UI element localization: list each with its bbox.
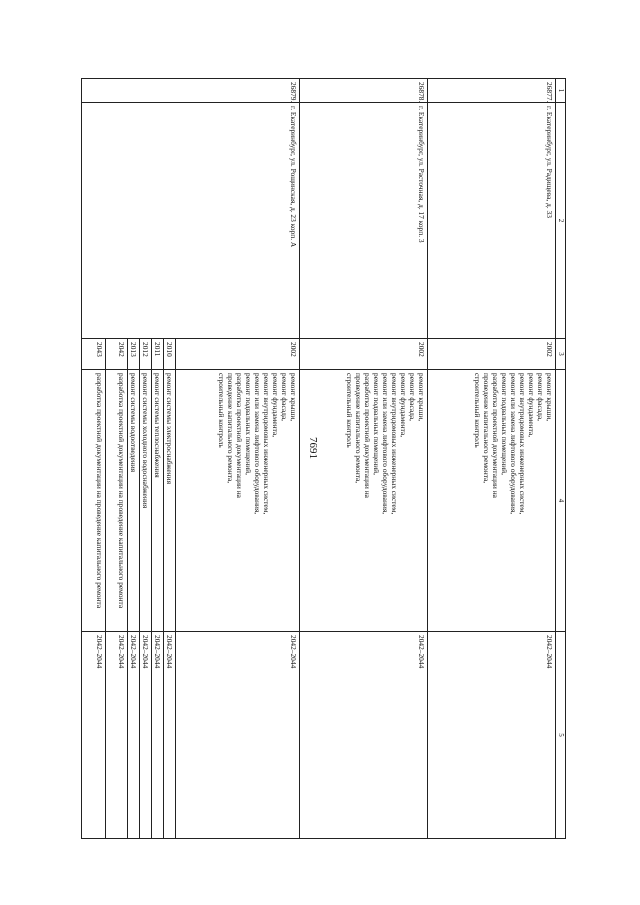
table-row bbox=[428, 79, 556, 839]
work-line: ремонт внутридомовых инженерных систем, bbox=[389, 373, 399, 515]
table-row bbox=[176, 79, 300, 839]
work-line: ремонт внутридомовых инженерных систем, bbox=[517, 373, 527, 515]
row-number: 26878. bbox=[300, 79, 428, 103]
column-number: 5 bbox=[556, 632, 566, 839]
column-number: 3 bbox=[556, 339, 566, 370]
sub-year: 2013 bbox=[127, 339, 139, 370]
sub-period: 2042–2044 bbox=[105, 632, 127, 839]
work-line: строительный контроль bbox=[472, 373, 482, 448]
work-line: ремонт фундамента, bbox=[526, 373, 536, 438]
works-cell bbox=[428, 370, 556, 632]
work-line: проведение капитального ремонта, bbox=[481, 373, 491, 484]
document-sheet bbox=[86, 78, 566, 838]
work-line: строительный контроль bbox=[344, 373, 354, 448]
work-line: проведение капитального ремонта, bbox=[353, 373, 363, 484]
year-cell: 2002 bbox=[176, 339, 300, 370]
work-line: разработка проектной документации на bbox=[234, 373, 244, 498]
sub-year: 2011 bbox=[151, 339, 163, 370]
work-line: ремонт подвальных помещений, bbox=[499, 373, 509, 475]
sub-period: 2042–2044 bbox=[163, 632, 175, 839]
column-number: 1 bbox=[556, 79, 566, 103]
work-line: ремонт крыши, bbox=[545, 373, 554, 422]
address-cell: г. Екатеринбург, ул. Расточная, д. 17 корп. 3 bbox=[300, 103, 428, 339]
work-line: ремонт подвальных помещений, bbox=[243, 373, 253, 475]
work-line: ремонт крыши, bbox=[289, 373, 298, 422]
repair-register-table bbox=[81, 78, 566, 839]
year-cell: 2002 bbox=[428, 339, 556, 370]
sub-work: разработка проектной документации на проведение капитального ремонта bbox=[81, 370, 105, 632]
sub-period: 2042–2044 bbox=[81, 632, 105, 839]
sub-period: 2042–2044 bbox=[139, 632, 151, 839]
work-line: разработка проектной документации на bbox=[490, 373, 500, 498]
work-line: ремонт или замена лифтового оборудования, bbox=[252, 373, 262, 515]
column-number: 4 bbox=[556, 370, 566, 632]
work-line: строительный контроль bbox=[216, 373, 226, 448]
work-line: ремонт фундамента, bbox=[270, 373, 280, 438]
work-line: ремонт фасада, bbox=[279, 373, 289, 421]
column-number-row bbox=[556, 79, 566, 839]
work-line: ремонт фасада, bbox=[535, 373, 545, 421]
sub-work: ремонт системы теплоснабжения bbox=[151, 370, 163, 632]
sub-work: ремонт системы холодного водоснабжения bbox=[139, 370, 151, 632]
column-number: 2 bbox=[556, 103, 566, 339]
page-number: 7691 bbox=[307, 437, 319, 459]
sub-work: разработка проектной документации на проведение капитального ремонта bbox=[105, 370, 127, 632]
period-cell: 2042–2044 bbox=[176, 632, 300, 839]
row-number: 26879. bbox=[81, 79, 299, 103]
sub-year: 2042 bbox=[105, 339, 127, 370]
sub-work: ремонт системы водоотведения bbox=[127, 370, 139, 632]
period-cell: 2042–2044 bbox=[428, 632, 556, 839]
address-cell: г. Екатеринбург, ул. Радищева, д. 33 bbox=[428, 103, 556, 339]
year-cell: 2002 bbox=[300, 339, 428, 370]
work-line: разработка проектной документации на bbox=[362, 373, 372, 498]
sub-year: 2010 bbox=[163, 339, 175, 370]
address-cell: г. Екатеринбург, ул. Рощинская, д. 23 корп. А bbox=[81, 103, 299, 339]
work-line: ремонт подвальных помещений, bbox=[371, 373, 381, 475]
sub-work: ремонт системы электроснабжения bbox=[163, 370, 175, 632]
sub-period: 2042–2044 bbox=[127, 632, 139, 839]
work-line: ремонт внутридомовых инженерных систем, bbox=[261, 373, 271, 515]
table-row bbox=[300, 79, 428, 839]
work-line: проведение капитального ремонта, bbox=[225, 373, 235, 484]
sub-year: 2043 bbox=[81, 339, 105, 370]
work-line: ремонт крыши, bbox=[417, 373, 426, 422]
rotated-register-table bbox=[86, 78, 566, 838]
work-line: ремонт фундамента, bbox=[398, 373, 408, 438]
row-number: 26877. bbox=[428, 79, 556, 103]
period-cell: 2042–2044 bbox=[300, 632, 428, 839]
work-line: ремонт или замена лифтового оборудования, bbox=[380, 373, 390, 515]
work-line: ремонт фасада, bbox=[407, 373, 417, 421]
sub-period: 2042–2044 bbox=[151, 632, 163, 839]
works-cell bbox=[300, 370, 428, 632]
works-cell bbox=[176, 370, 300, 632]
sub-year: 2012 bbox=[139, 339, 151, 370]
work-line: ремонт или замена лифтового оборудования, bbox=[508, 373, 518, 515]
